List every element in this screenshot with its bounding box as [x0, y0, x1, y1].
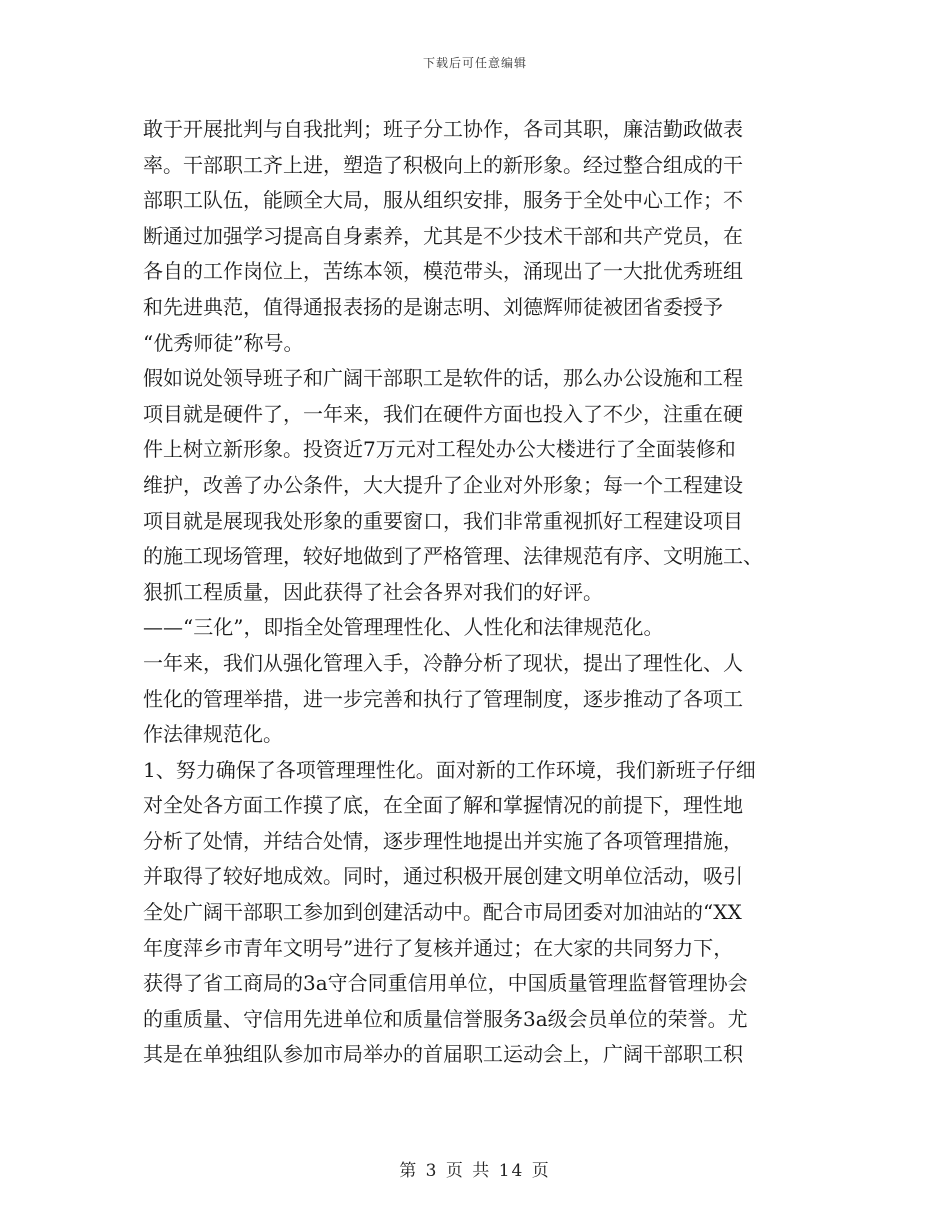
text-line: 和先进典范，值得通报表扬的是谢志明、刘德辉师徒被团省委授予 — [143, 294, 723, 319]
text-line: 年度萍乡市青年文明号”进行了复核并通过；在大家的共同努力下， — [143, 935, 734, 960]
text-line: 项目就是硬件了，一年来，我们在硬件方面也投入了不少，注重在硬 — [143, 401, 743, 426]
text-line: 对全处各方面工作摸了底，在全面了解和掌握情况的前提下，理性地 — [143, 793, 743, 818]
text-line: 的施工现场管理，较好地做到了严格管理、法律规范有序、文明施工、 — [143, 544, 763, 569]
text-line: 的重质量、守信用先进单位和质量信誉服务3a级会员单位的荣誉。尤 — [143, 1006, 748, 1031]
text-line: 其是在单独组队参加市局举办的首届职工运动会上，广阔干部职工积 — [143, 1042, 743, 1067]
text-line: 敢于开展批判与自我批判；班子分工协作，各司其职，廉洁勤政做表 — [143, 117, 743, 141]
text-line: 性化的管理举措，进一步完善和执行了管理制度，逐步推动了各项工 — [143, 686, 743, 711]
page-header: 下载后可任意编辑 — [422, 56, 527, 70]
text-line: ——“三化”，即指全处管理理性化、人性化和法律规范化。 — [143, 615, 664, 640]
text-line: 断通过加强学习提高自身素养，尤其是不少技术干部和共产党员，在 — [143, 223, 743, 248]
text-line: 各自的工作岗位上，苦练本领，模范带头，涌现出了一大批优秀班组 — [143, 259, 743, 284]
page-number-footer: 第 3 页 共 14 页 — [399, 1161, 551, 1181]
text-line: 分析了处情，并结合处情，逐步理性地提出并实施了各项管理措施， — [143, 828, 743, 853]
text-line: 件上树立新形象。投资近7万元对工程处办公大楼进行了全面装修和 — [143, 437, 736, 462]
document-body — [143, 112, 813, 1073]
text-line: 作法律规范化。 — [143, 722, 283, 747]
text-line: 一年来，我们从强化管理入手，冷静分析了现状，提出了理性化、人 — [143, 650, 743, 675]
text-line: 假如说处领导班子和广阔干部职工是软件的话，那么办公设施和工程 — [143, 366, 743, 391]
text-line: 项目就是展现我处形象的重要窗口，我们非常重视抓好工程建设项目 — [143, 508, 743, 533]
text-line: 部职工队伍，能顾全大局，服从组织安排，服务于全处中心工作；不 — [143, 188, 743, 213]
text-line: 并取得了较好地成效。同时，通过积极开展创建文明单位活动，吸引 — [143, 864, 743, 889]
text-line: “优秀师徒”称号。 — [143, 330, 304, 355]
text-line: 1、努力确保了各项管理理性化。面对新的工作环境，我们新班子仔细 — [143, 757, 756, 782]
text-line: 率。干部职工齐上进，塑造了积极向上的新形象。经过整合组成的干 — [143, 152, 743, 177]
text-line: 获得了省工商局的3a守合同重信用单位，中国质量管理监督管理协会 — [143, 971, 748, 996]
text-line: 全处广阔干部职工参加到创建活动中。配合市局团委对加油站的“XX — [143, 900, 742, 925]
text-line: 狠抓工程质量，因此获得了社会各界对我们的好评。 — [143, 579, 603, 604]
text-line: 维护，改善了办公条件，大大提升了企业对外形象；每一个工程建设 — [143, 472, 743, 497]
